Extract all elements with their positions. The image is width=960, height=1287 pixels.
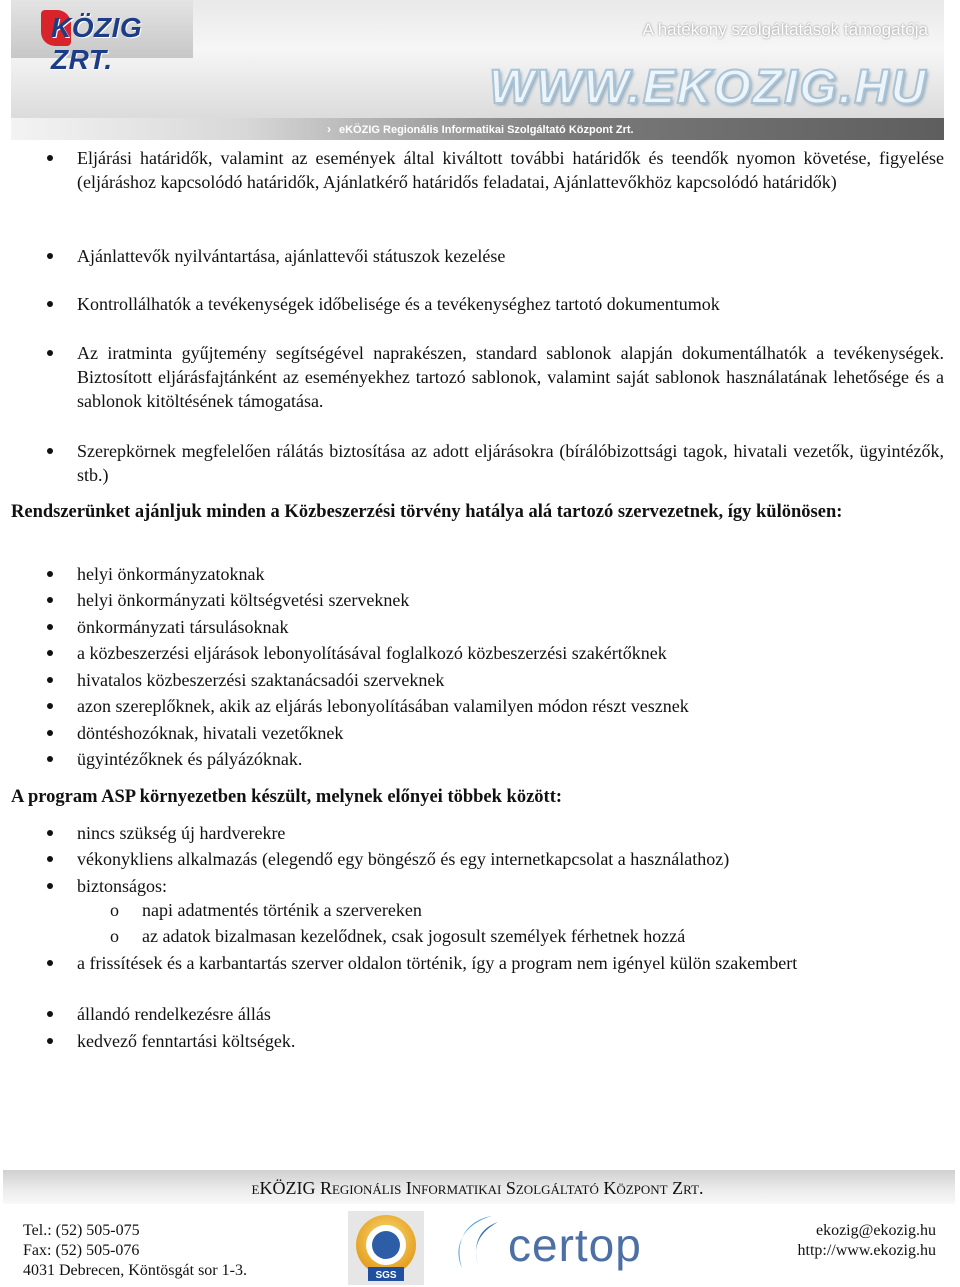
footer-email[interactable]: ekozig@ekozig.hu bbox=[815, 1222, 936, 1239]
subbar-company-name: eKÖZIG Regionális Informatikai Szolgáltató Központ Zrt. bbox=[339, 124, 634, 136]
footer-website[interactable]: http://www.ekozig.hu bbox=[797, 1242, 936, 1259]
list-item: kedvező fenntartási költségek. bbox=[77, 1031, 296, 1051]
list-item: azon szereplőknek, akik az eljárás lebonyolításában valamilyen módon részt vesznek bbox=[77, 696, 689, 716]
section-heading-asp: A program ASP környezetben készült, melynek előnyei többek között: bbox=[11, 787, 563, 807]
list-item: ügyintézőknek és pályázóknak. bbox=[77, 749, 303, 769]
bullet-dot-icon bbox=[47, 597, 53, 603]
list-item: önkormányzati társulásoknak bbox=[77, 617, 289, 637]
bullet-dot-icon bbox=[47, 830, 53, 836]
bullet-dot-icon bbox=[47, 756, 53, 762]
list-item: Szerepkörnek megfelelően rálátás biztosítása az adott eljárásokra (bírálóbizottsági tagok, hivatali vezetők, ügyintézők, stb.) bbox=[77, 441, 944, 485]
bullet-dot-icon bbox=[47, 1011, 53, 1017]
bullet-dot-icon bbox=[47, 571, 53, 577]
footer-fax: Fax: (52) 505-076 bbox=[23, 1242, 140, 1259]
footer-online bbox=[798, 1221, 937, 1261]
logo-text: KÖZIG ZRT. bbox=[51, 12, 143, 75]
bullet-dot-icon bbox=[47, 155, 53, 161]
bullet-dot-icon bbox=[47, 960, 53, 966]
sub-bullet-marker: o bbox=[110, 900, 119, 920]
ekozig-logo bbox=[11, 0, 193, 75]
header-subbar bbox=[11, 118, 944, 140]
footer-phone: Tel.: (52) 505-075 bbox=[23, 1222, 140, 1239]
footer-company-name: eKÖZIG Regionális Informatikai Szolgáltató Központ Zrt. bbox=[251, 1178, 704, 1198]
bullet-dot-icon bbox=[47, 856, 53, 862]
bullet-dot-icon bbox=[47, 624, 53, 630]
list-item: a frissítések és a karbantartás szerver oldalon történik, így a program nem igényel külön szakembert bbox=[77, 953, 798, 973]
list-item: Az iratminta gyűjtemény segítségével naprakészen, standard sablonok alapján dokumentálhatók a tevékenységek. Biztosított eljárásfajtánként az eseményekhez tartozó sablonok, valamint saját sablonok használatának lehetősége és a sablonok kitöltésének támogatása. bbox=[77, 343, 944, 411]
list-item: Kontrollálhatók a tevékenységek időbelisége és a tevékenységhez tartotó dokumentumok bbox=[77, 294, 720, 314]
footer-contact bbox=[23, 1221, 247, 1281]
sub-list-item: az adatok bizalmasan kezelődnek, csak jogosult személyek férhetnek hozzá bbox=[142, 926, 686, 946]
sub-bullet-marker: o bbox=[110, 926, 119, 946]
header-tagline: A hatékony szolgáltatások támogatója bbox=[642, 20, 928, 39]
list-item: Ajánlattevők nyilvántartása, ajánlattevői státuszok kezelése bbox=[77, 246, 506, 266]
bullet-dot-icon bbox=[47, 301, 53, 307]
chevron-right-icon: › bbox=[327, 122, 331, 136]
list-item: döntéshozóknak, hivatali vezetőknek bbox=[77, 723, 344, 743]
list-item: vékonykliens alkalmazás (elegendő egy böngésző és egy internetkapcsolat a használathoz) bbox=[77, 849, 730, 869]
list-item: helyi önkormányzatoknak bbox=[77, 564, 265, 584]
iso-certification-seal-icon bbox=[348, 1211, 424, 1285]
bullet-dot-icon bbox=[47, 253, 53, 259]
list-item: nincs szükség új hardverekre bbox=[77, 823, 286, 843]
list-item: Eljárási határidők, valamint az események által kiváltott további határidők és teendők nyomon követése, figyelése (eljáráshoz kapcsolódó határidők, Ajánlatkérő határidős feladatai, Ajánlattevőkhöz kapcsolódó határidők) bbox=[77, 148, 944, 192]
bullet-dot-icon bbox=[47, 1038, 53, 1044]
bullet-dot-icon bbox=[47, 677, 53, 683]
list-item: helyi önkormányzati költségvetési szerveknek bbox=[77, 590, 410, 610]
header-url-banner: WWW.EKOZIG.HU bbox=[489, 61, 928, 114]
bullet-dot-icon bbox=[47, 650, 53, 656]
bullet-dot-icon bbox=[47, 448, 53, 454]
list-item: állandó rendelkezésre állás bbox=[77, 1004, 271, 1024]
certop-logo-text: certop bbox=[508, 1219, 642, 1271]
bullet-dot-icon bbox=[47, 350, 53, 356]
footer-address: 4031 Debrecen, Köntösgát sor 1-3. bbox=[23, 1262, 247, 1279]
header-banner bbox=[11, 0, 944, 140]
list-item: a közbeszerzési eljárások lebonyolításával foglalkozó közbeszerzési szakértőknek bbox=[77, 643, 667, 663]
list-item: biztonságos: bbox=[77, 876, 167, 896]
bullet-dot-icon bbox=[47, 883, 53, 889]
sub-list-item: napi adatmentés történik a szervereken bbox=[142, 900, 422, 920]
section-heading-recommend: Rendszerünket ajánljuk minden a Közbeszerzési törvény hatálya alá tartozó szervezetnek, így különösen: bbox=[11, 502, 843, 522]
bullet-dot-icon bbox=[47, 703, 53, 709]
list-item: hivatalos közbeszerzési szaktanácsadói szerveknek bbox=[77, 670, 445, 690]
sgs-label: SGS bbox=[375, 1270, 397, 1281]
bullet-dot-icon bbox=[47, 730, 53, 736]
